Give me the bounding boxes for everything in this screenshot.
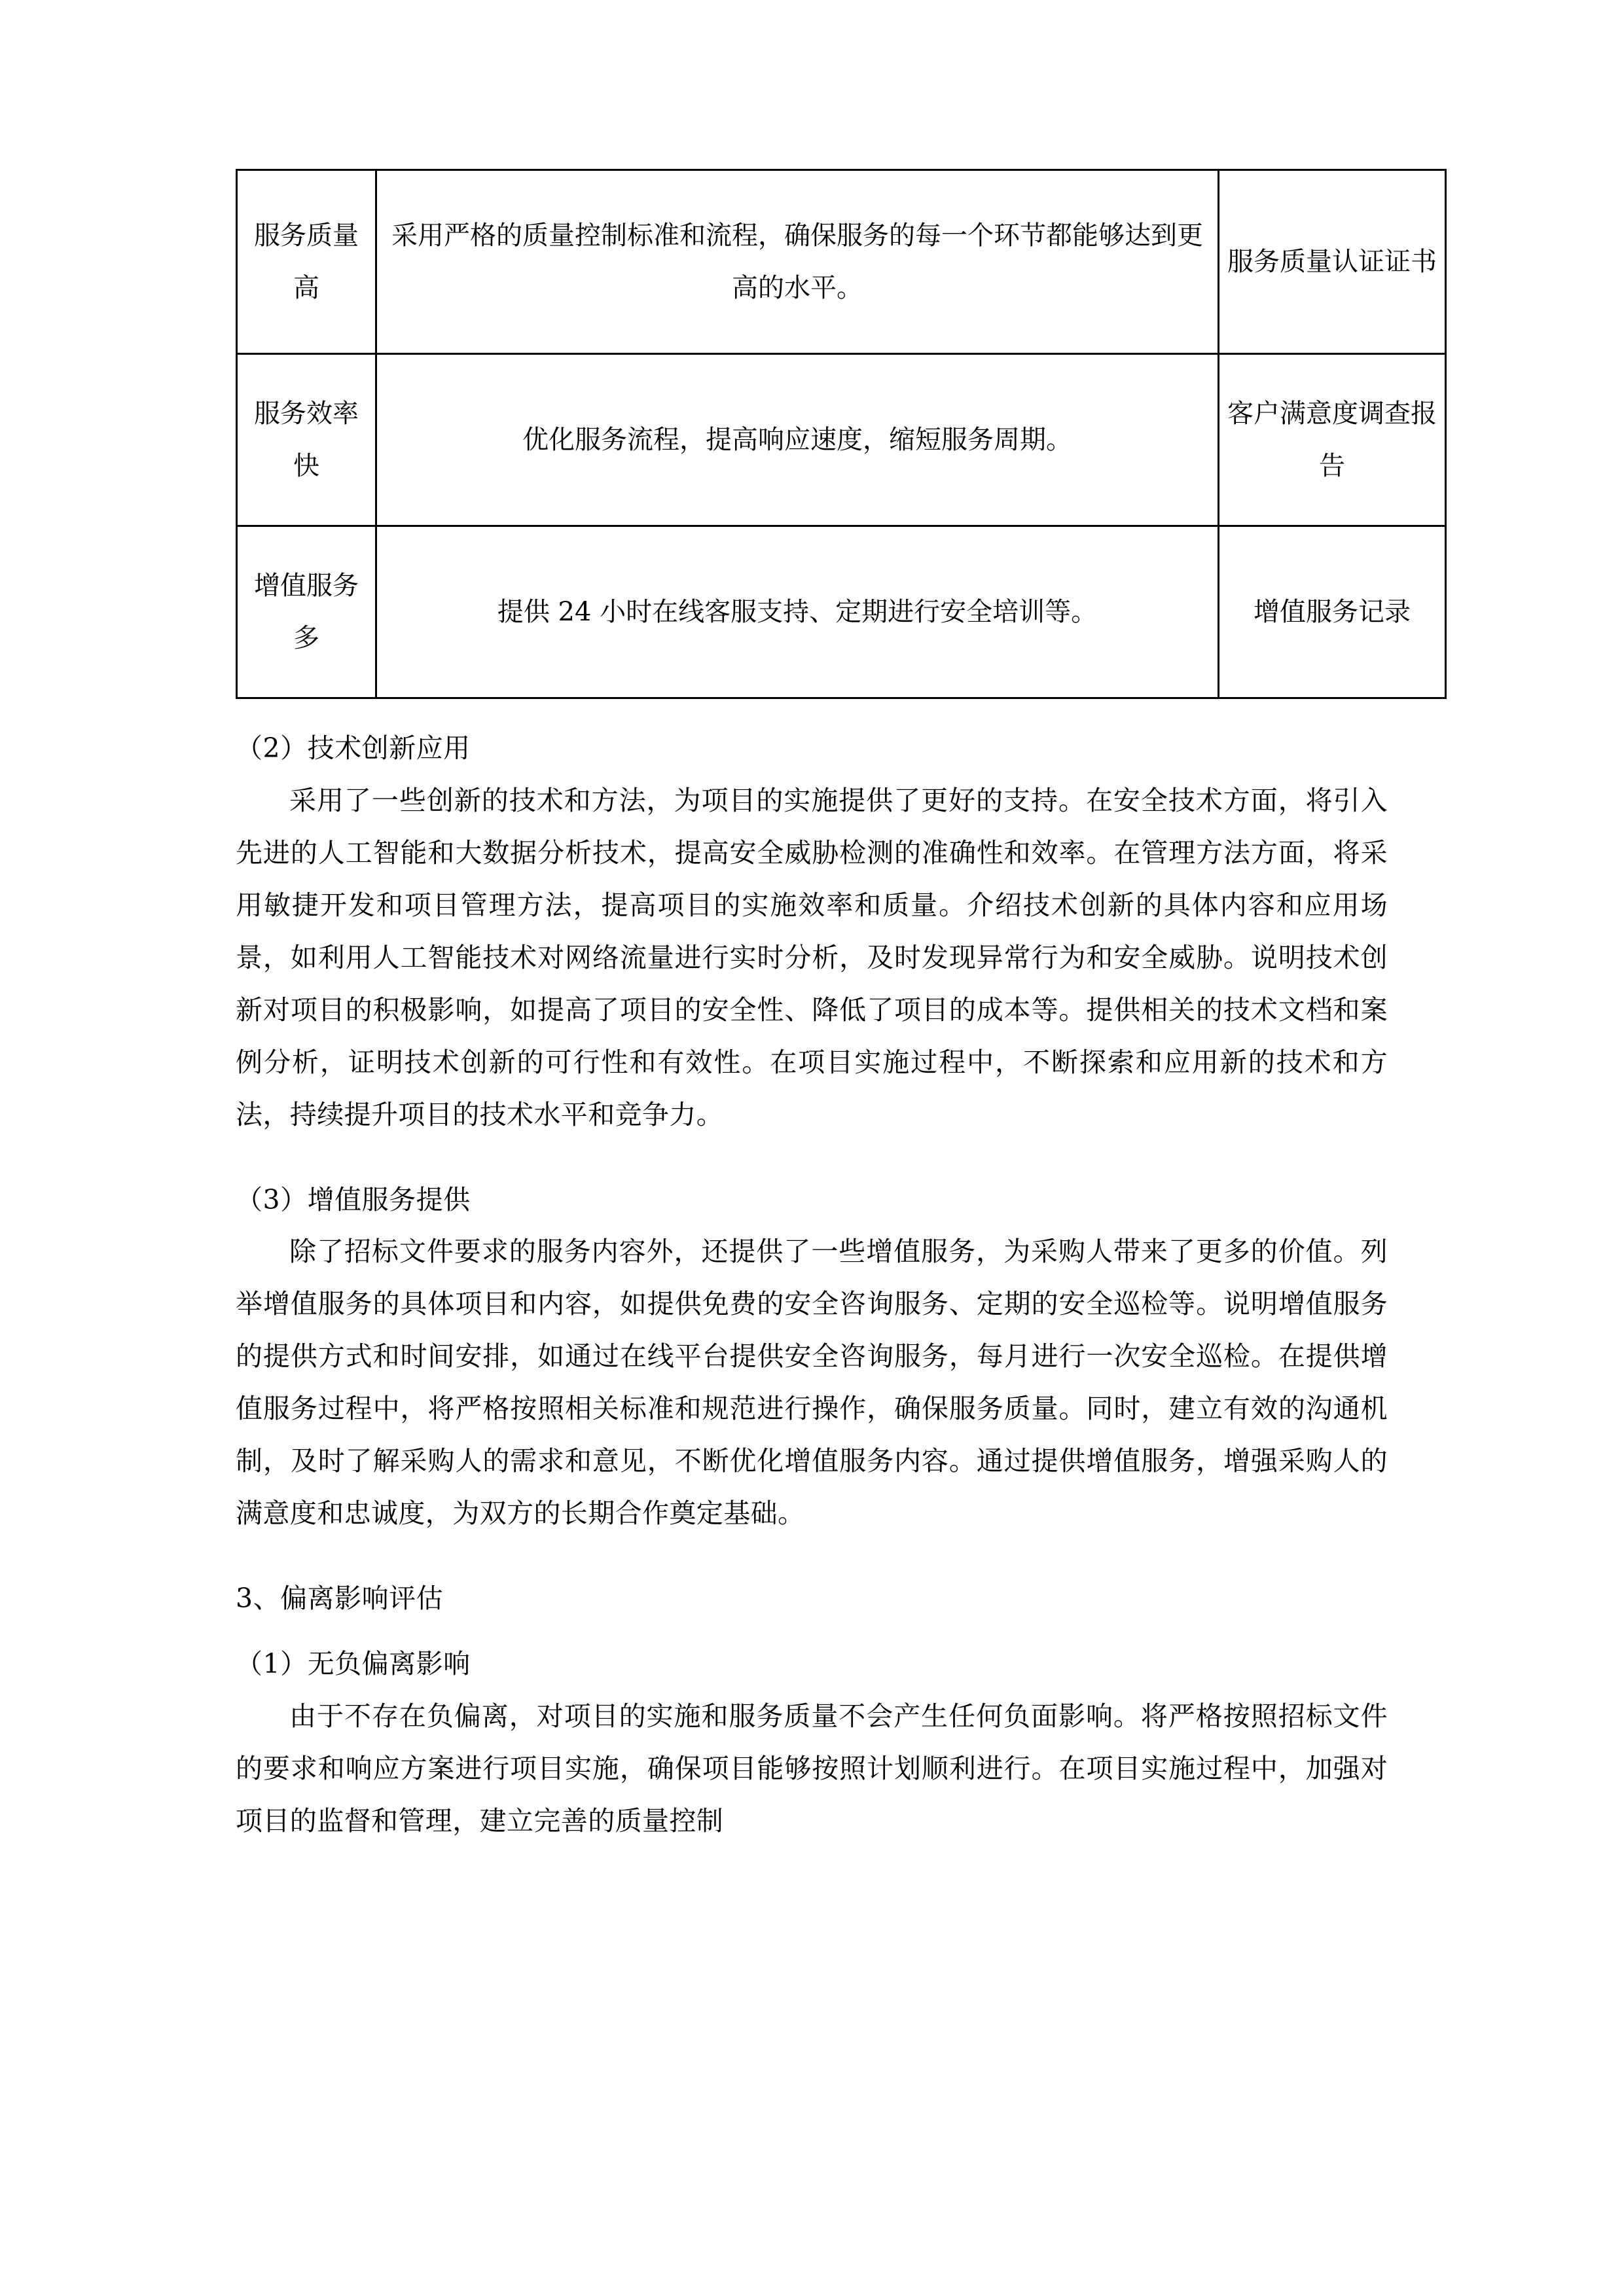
advantage-label: 服务质量高 <box>254 221 359 303</box>
table-cell-description <box>376 526 1219 698</box>
section-heading-deviation: 3、偏离影响评估 <box>236 1583 444 1615</box>
table-cell-description <box>376 354 1219 526</box>
table-row <box>237 354 1446 526</box>
description-text: 优化服务流程，提高响应速度，缩短服务周期。 <box>522 425 1072 455</box>
section-subheading-no-negative: （1）无负偏离影响 <box>236 1648 471 1679</box>
page-content <box>236 169 1437 1848</box>
spacer <box>236 1141 1388 1161</box>
description-text: 提供 24 小时在线客服支持、定期进行安全培训等。 <box>497 597 1098 627</box>
table-cell-evidence <box>1219 354 1446 526</box>
table-cell-evidence <box>1219 526 1446 698</box>
table-cell-description <box>376 170 1219 354</box>
description-text: 采用严格的质量控制标准和流程，确保服务的每一个环节都能够达到更高的水平。 <box>391 221 1203 303</box>
table-cell-advantage <box>237 354 376 526</box>
table-row <box>237 170 1446 354</box>
table-cell-evidence <box>1219 170 1446 354</box>
advantage-label: 服务效率快 <box>254 399 359 481</box>
spacer <box>236 699 1388 709</box>
evidence-text: 客户满意度调查报告 <box>1227 399 1437 481</box>
evidence-text: 服务质量认证证书 <box>1227 247 1437 277</box>
evidence-text: 增值服务记录 <box>1254 597 1411 627</box>
table-cell-advantage <box>237 526 376 698</box>
service-advantage-table <box>236 169 1447 699</box>
table-cell-advantage <box>237 170 376 354</box>
section-heading-2: （2）技术创新应用 <box>236 732 471 764</box>
section-paragraph-deviation: 由于不存在负偏离，对项目的实施和服务质量不会产生任何负面影响。将严格按照招标文件的要求和响应方案进行项目实施，确保项目能够按照计划顺利进行。在项目实施过程中，加强对项目的监督和管理，建立完善的质量控制 <box>236 1700 1388 1837</box>
spacer <box>236 1540 1388 1560</box>
advantage-label: 增值服务多 <box>254 571 359 653</box>
table-row <box>237 526 1446 698</box>
section-paragraph-2: 采用了一些创新的技术和方法，为项目的实施提供了更好的支持。在安全技术方面，将引入先进的人工智能和大数据分析技术，提高安全威胁检测的准确性和效率。在管理方法方面，将采用敏捷开发和项目管理方法，提高项目的实施效率和质量。介绍技术创新的具体内容和应用场景，如利用人工智能技术对网络流量进行实时分析，及时发现异常行为和安全威胁。说明技术创新对项目的积极影响，如提高了项目的安全性、降低了项目的成本等。提供相关的技术文档和案例分析，证明技术创新的可行性和有效性。在项目实施过程中，不断探索和应用新的技术和方法，持续提升项目的技术水平和竞争力。 <box>236 784 1388 1130</box>
section-paragraph-3: 除了招标文件要求的服务内容外，还提供了一些增值服务，为采购人带来了更多的价值。列举增值服务的具体项目和内容，如提供免费的安全咨询服务、定期的安全巡检等。说明增值服务的提供方式和时间安排，如通过在线平台提供安全咨询服务，每月进行一次安全巡检。在提供增值服务过程中，将严格按照相关标准和规范进行操作，确保服务质量。同时，建立有效的沟通机制，及时了解采购人的需求和意见，不断优化增值服务内容。通过提供增值服务，增强采购人的满意度和忠诚度，为双方的长期合作奠定基础。 <box>236 1236 1388 1530</box>
section-heading-3: （3）增值服务提供 <box>236 1183 471 1215</box>
